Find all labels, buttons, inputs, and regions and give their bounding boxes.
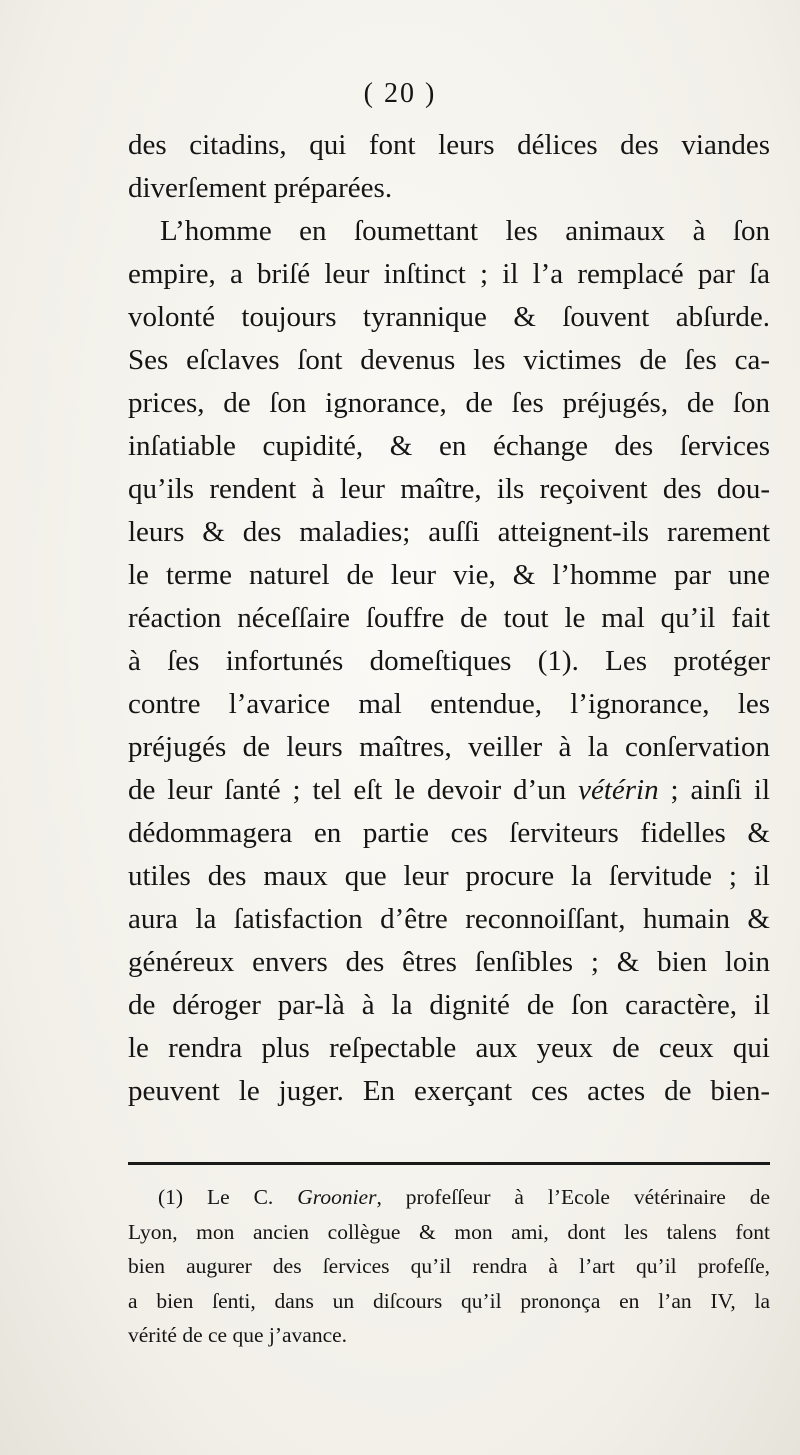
text-line: diverſement préparées. xyxy=(128,172,393,204)
text-segment: , profeſſeur à l’Ecole vétérinaire de xyxy=(376,1185,770,1209)
italic-word: vétérin xyxy=(578,774,659,806)
text-line: contre l’avarice mal entendue, l’ignorance, les xyxy=(128,688,770,720)
text-line: généreux envers des êtres ſenſibles ; & bien loin xyxy=(128,946,770,978)
text-line: réaction néceſſaire ſouffre de tout le mal qu’il fait xyxy=(128,602,770,634)
text-line: préjugés de leurs maîtres, veiller à la conſervation xyxy=(128,731,770,763)
page-number: ( 20 ) xyxy=(363,78,437,109)
text-line: empire, a briſé leur inſtinct ; il l’a remplacé par ſa xyxy=(128,258,770,290)
text-line: dédommagera en partie ces ſerviteurs fidelles & xyxy=(128,817,770,849)
footnote-line: bien augurer des ſervices qu’il rendra à l’art qu’il profeſſe, xyxy=(128,1254,770,1278)
text-segment: ; ainſi il xyxy=(658,774,770,806)
text-line: le rendra plus reſpectable aux yeux de ceux qui xyxy=(128,1032,770,1064)
text-line xyxy=(128,769,770,812)
text-line: inſatiable cupidité, & en échange des ſervices xyxy=(128,430,770,462)
text-line: prices, de ſon ignorance, de ſes préjugés, de ſon xyxy=(128,387,770,419)
footnote-line: Lyon, mon ancien collègue & mon ami, dont les talens font xyxy=(128,1219,770,1244)
italic-word: Groonier xyxy=(297,1185,377,1209)
text-line: volonté toujours tyrannique & ſouvent abſurde. xyxy=(128,301,770,333)
text-segment: de leur ſanté ; tel eſt le devoir d’un xyxy=(128,774,579,806)
text-line: des citadins, qui font leurs délices des viandes xyxy=(128,129,770,161)
text-line: peuvent le juger. En exerçant ces actes de bien- xyxy=(128,1075,770,1107)
footnote-divider xyxy=(128,1162,770,1165)
text-line: aura la ſatisfaction d’être reconnoiſſant, humain & xyxy=(128,903,770,935)
text-line: Ses eſclaves ſont devenus les victimes de ſes ca- xyxy=(128,344,770,376)
footnote-line xyxy=(128,1180,770,1215)
text-line: qu’ils rendent à leur maître, ils reçoivent des dou- xyxy=(128,473,770,505)
footnote-line: a bien ſenti, dans un diſcours qu’il prononça en l’an IV, la xyxy=(128,1288,770,1313)
text-line: leurs & des maladies; auſſi atteignent-ils rarement xyxy=(128,516,770,548)
text-segment: (1) Le C. xyxy=(158,1185,298,1209)
text-line: de déroger par-là à la dignité de ſon caractère, il xyxy=(128,989,770,1021)
footnote-line: vérité de ce que j’avance. xyxy=(128,1323,348,1347)
main-text xyxy=(128,124,770,1113)
footnote xyxy=(128,1180,770,1353)
text-line: L’homme en ſoumettant les animaux à ſon xyxy=(160,215,770,247)
text-line: utiles des maux que leur procure la ſervitude ; il xyxy=(128,860,770,892)
text-line: à ſes infortunés domeſtiques (1). Les protéger xyxy=(128,645,770,677)
text-line: le terme naturel de leur vie, & l’homme par une xyxy=(128,559,770,591)
